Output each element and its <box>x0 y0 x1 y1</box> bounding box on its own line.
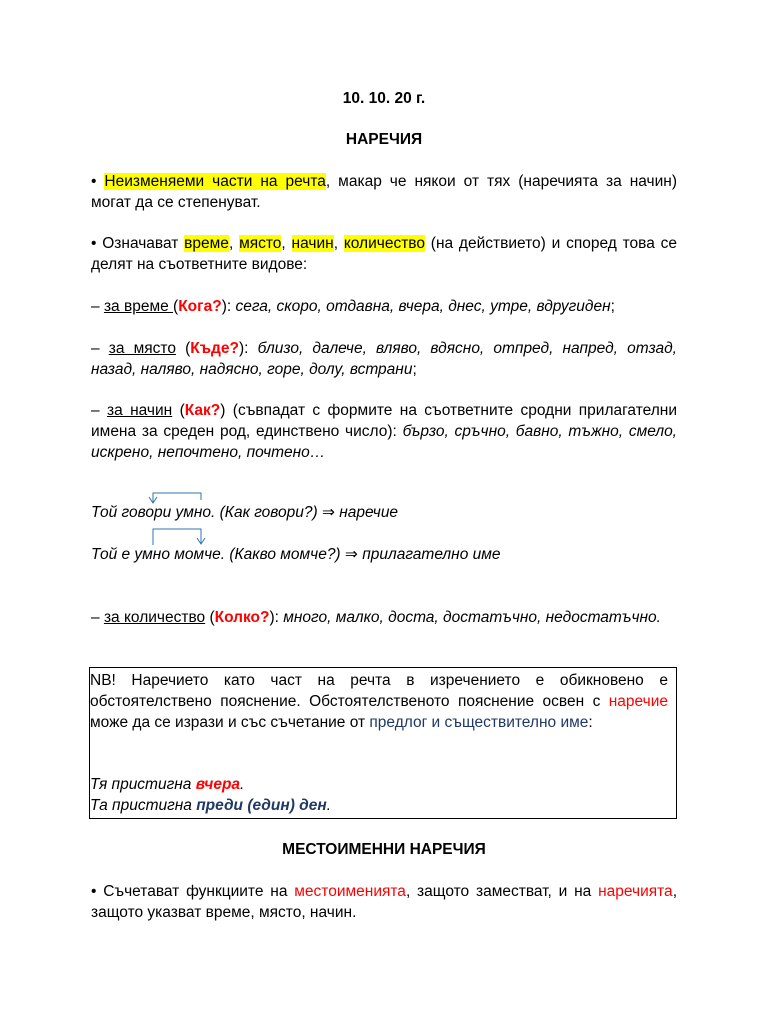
page-title: НАРЕЧИЯ <box>345 131 423 148</box>
question-when: Кога? <box>178 298 222 315</box>
text-span: , <box>333 235 344 252</box>
text-span: ) (съвпадат с формите на съответните сродни прилагателни имена за среден род, единствено число): <box>91 402 678 440</box>
text-span: ( <box>172 402 185 419</box>
text-span: . <box>240 776 245 793</box>
nb-paragraph <box>90 670 668 733</box>
label-quantity: за количество <box>103 609 206 626</box>
dash: – <box>91 298 104 315</box>
section-subtitle: МЕСТОИМЕННИ НАРЕЧИЯ <box>282 841 486 858</box>
dash: – <box>91 609 104 626</box>
text-span: NB! Наречието като част на речта в изречението е обикновено е обстоятелствено пояснение. Обстоятелственото пояснение освен с <box>90 672 668 710</box>
text-span: ): <box>221 298 236 315</box>
nb-example-red: вчера <box>195 776 241 793</box>
highlight-invariable: Неизменяеми части на речта <box>104 173 326 190</box>
examples-place: близо, далече, вляво, вдясно, отпред, напред, отзад, назад, наляво, надясно, горе, долу, встрани <box>91 340 677 378</box>
highlight-quantity: количество <box>343 235 425 252</box>
text-span: , защото указват време, място, начин. <box>91 883 677 921</box>
paragraph-quantity <box>91 607 677 628</box>
text-span: ; <box>412 361 417 378</box>
label-place: за място <box>108 340 176 357</box>
date-heading: 10. 10. 20 г. <box>342 90 426 107</box>
text-span: , макар че някои от тях (наречията за начин) могат да се степенуват. <box>91 173 677 211</box>
text-span: • Означават <box>91 235 185 252</box>
text-span: ): <box>238 340 258 357</box>
bullet: • <box>91 173 105 190</box>
red-term-adverbs: наречията <box>598 883 673 900</box>
highlight-time: време <box>184 235 229 252</box>
text-span: , <box>281 235 292 252</box>
nb-example-1 <box>90 774 668 795</box>
text-span: , защото заместват, и на <box>405 883 599 900</box>
nb-red-term: наречие <box>608 693 668 710</box>
question-where: Къде? <box>190 340 239 357</box>
text-span: ( <box>173 298 179 315</box>
label-manner: за начин <box>107 402 173 419</box>
question-how-much: Колко? <box>214 609 270 626</box>
nb-example-2 <box>90 795 668 816</box>
examples-quantity: много, малко, доста, достатъчно, недостатъчно. <box>283 609 661 626</box>
text-span: , <box>228 235 240 252</box>
text-span: . <box>326 797 332 814</box>
text-span: ( <box>175 340 191 357</box>
question-how: Как? <box>184 402 221 419</box>
text-span: Тя пристигна <box>90 776 196 793</box>
text-span: ( <box>205 609 215 626</box>
examples-time: сега, скоро, отдавна, вчера, днес, утре, вдругиден <box>235 298 611 315</box>
text-span: може да се изрази и със съчетание от <box>90 714 370 731</box>
highlight-manner: начин <box>291 235 334 252</box>
dash: – <box>91 402 107 419</box>
nb-navy-term: предлог и съществително име <box>369 714 589 731</box>
arrow-diagram <box>91 0 677 560</box>
red-term-pronouns: местоименията <box>294 883 406 900</box>
nb-example-navy: преди (един) ден <box>196 797 327 814</box>
text-span: • Съчетават функциите на <box>91 883 295 900</box>
label-time: за време <box>103 298 174 315</box>
paragraph-pronominal <box>91 881 677 923</box>
examples-manner: бързо, сръчно, бавно, тъжно, смело, искрено, непочтено, почтено… <box>91 423 677 461</box>
example-adjective: Той е умно момче. (Какво момче?) ⇒ прилагателно име <box>91 546 501 563</box>
highlight-place: място <box>239 235 282 252</box>
text-span: ; <box>610 298 615 315</box>
text-span: : <box>588 714 593 731</box>
text-span: ): <box>269 609 284 626</box>
text-span: (на действието) и според това се делят на съответните видове: <box>91 235 677 273</box>
text-span: Та пристигна <box>90 797 197 814</box>
example-adverb: Той говори умно. (Как говори?) ⇒ наречие <box>91 504 399 521</box>
dash: – <box>91 340 109 357</box>
arrow-path-2 <box>153 529 201 545</box>
nb-box <box>89 667 677 819</box>
arrow-path-1 <box>153 493 201 502</box>
